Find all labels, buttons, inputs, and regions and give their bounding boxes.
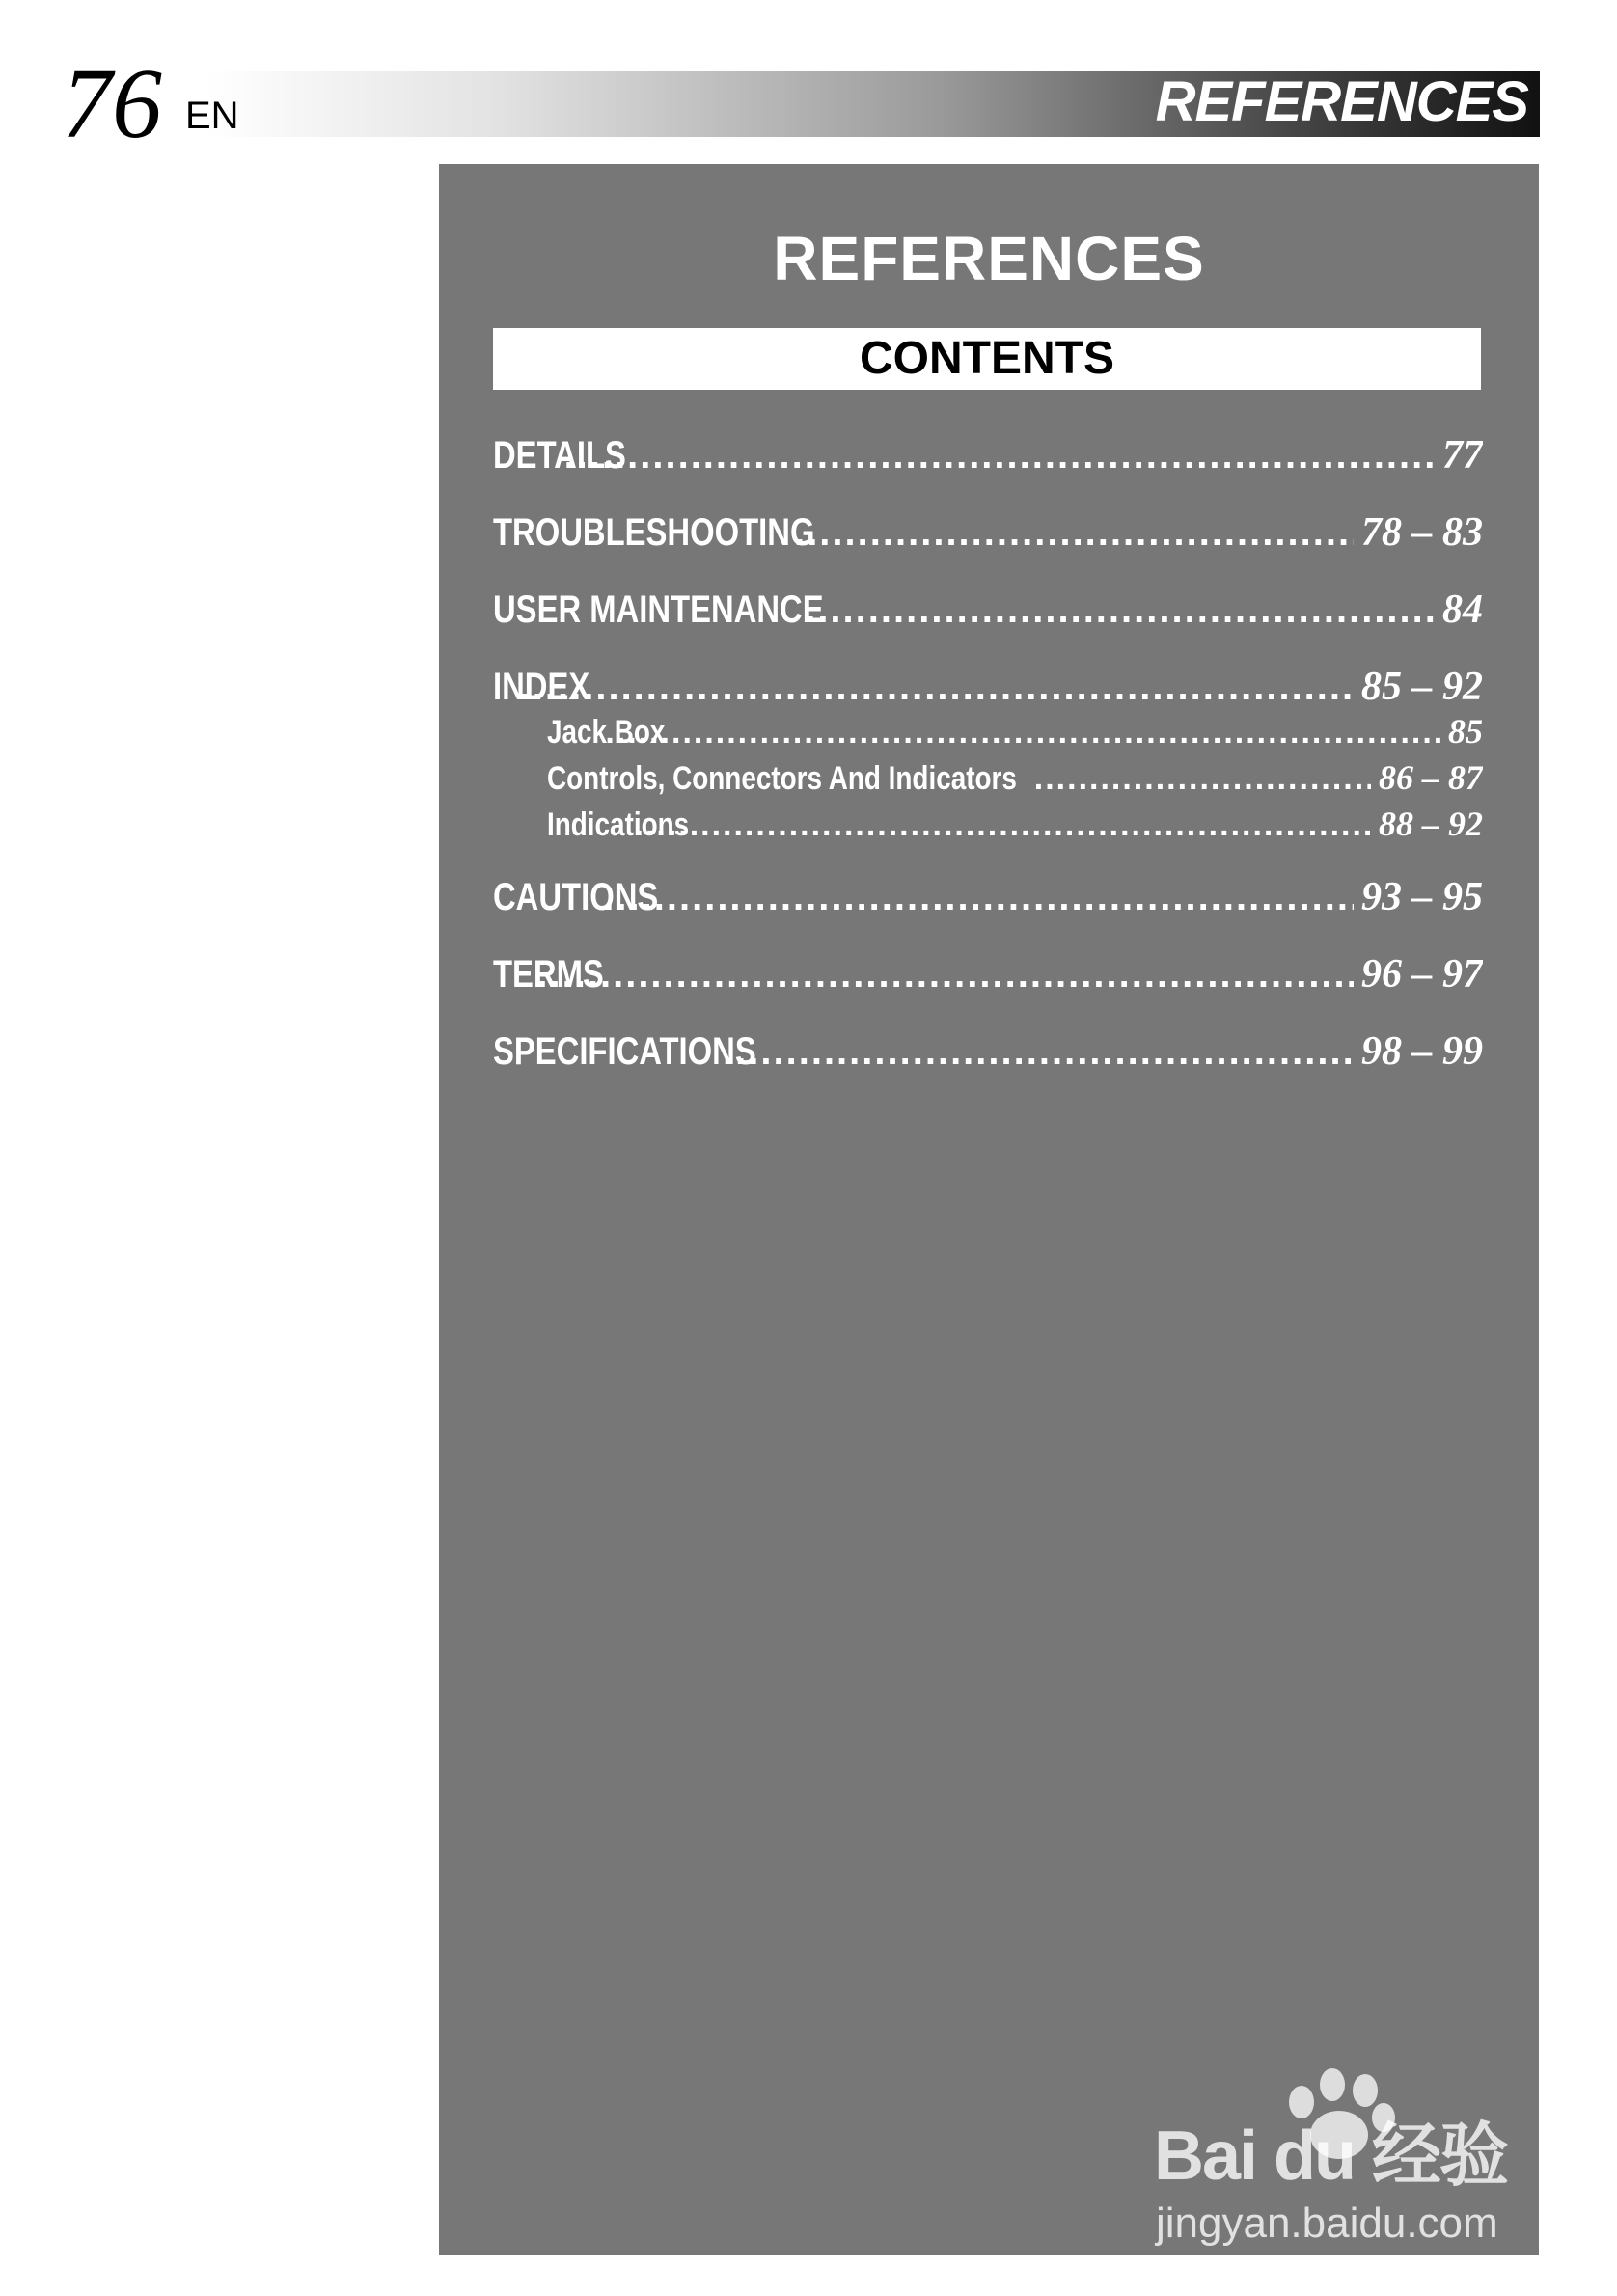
toc-pages: 78 – 83: [1361, 510, 1483, 555]
toc-leader-dots: [536, 936, 1354, 1013]
toc-label: TROUBLESHOOTING: [493, 511, 815, 554]
toc-pages: 98 – 99: [1361, 1029, 1483, 1074]
toc-subitem-controls[interactable]: [493, 754, 1483, 801]
toc-pages: 84: [1442, 588, 1483, 632]
toc-label: INDEX: [493, 666, 590, 708]
toc-item-details[interactable]: [493, 417, 1483, 494]
toc-label: SPECIFICATIONS: [493, 1030, 756, 1073]
toc-item-troubleshooting[interactable]: [493, 494, 1483, 571]
toc-label: Indications: [547, 806, 690, 843]
baidu-watermark: [1154, 2064, 1540, 2257]
toc-leader-dots: [603, 859, 1354, 936]
toc-leader-dots: [634, 802, 1371, 847]
toc-subitem-jack-box[interactable]: [493, 708, 1483, 754]
toc-leader-dots: [1034, 755, 1371, 801]
toc-item-specifications[interactable]: [493, 1013, 1483, 1090]
page-number: 76: [62, 48, 162, 159]
toc-leader-dots: [605, 709, 1440, 754]
toc-leader-dots: [520, 648, 1354, 708]
toc-item-index[interactable]: [493, 648, 1483, 708]
toc-leader-dots: [805, 571, 1435, 648]
page-language: EN: [185, 95, 239, 137]
toc-pages: 88 – 92: [1379, 805, 1483, 843]
toc-item-terms[interactable]: [493, 936, 1483, 1013]
page-header: [62, 48, 1540, 159]
toc-pages: 85: [1448, 712, 1483, 751]
toc-item-user-maintenance[interactable]: [493, 571, 1483, 648]
toc-label: Controls, Connectors And Indicators: [547, 760, 1017, 797]
toc-pages: 85 – 92: [1361, 665, 1483, 708]
watermark-url: jingyan.baidu.com: [1156, 2200, 1498, 2247]
toc-pages: 93 – 95: [1361, 875, 1483, 919]
toc-label: Jack Box: [547, 714, 666, 751]
toc-pages: 77: [1442, 433, 1483, 478]
table-of-contents: [493, 417, 1483, 1090]
toc-label: TERMS: [493, 953, 604, 996]
toc-label: CAUTIONS: [493, 876, 659, 918]
toc-label: DETAILS: [493, 434, 626, 477]
panel-title: REFERENCES: [773, 224, 1205, 293]
toc-pages: 86 – 87: [1379, 758, 1483, 797]
toc-pages: 96 – 97: [1361, 952, 1483, 997]
toc-leader-dots: [794, 494, 1354, 571]
toc-item-cautions[interactable]: [493, 859, 1483, 936]
references-panel: [439, 164, 1539, 2255]
toc-leader-dots: [564, 417, 1435, 494]
watermark-brand: Bai du 经验: [1154, 2118, 1508, 2195]
toc-leader-dots: [723, 1013, 1354, 1090]
toc-label: USER MAINTENANCE: [493, 588, 824, 631]
section-title: REFERENCES: [1155, 70, 1528, 133]
contents-heading: CONTENTS: [493, 328, 1481, 390]
toc-subitem-indications[interactable]: [493, 801, 1483, 847]
